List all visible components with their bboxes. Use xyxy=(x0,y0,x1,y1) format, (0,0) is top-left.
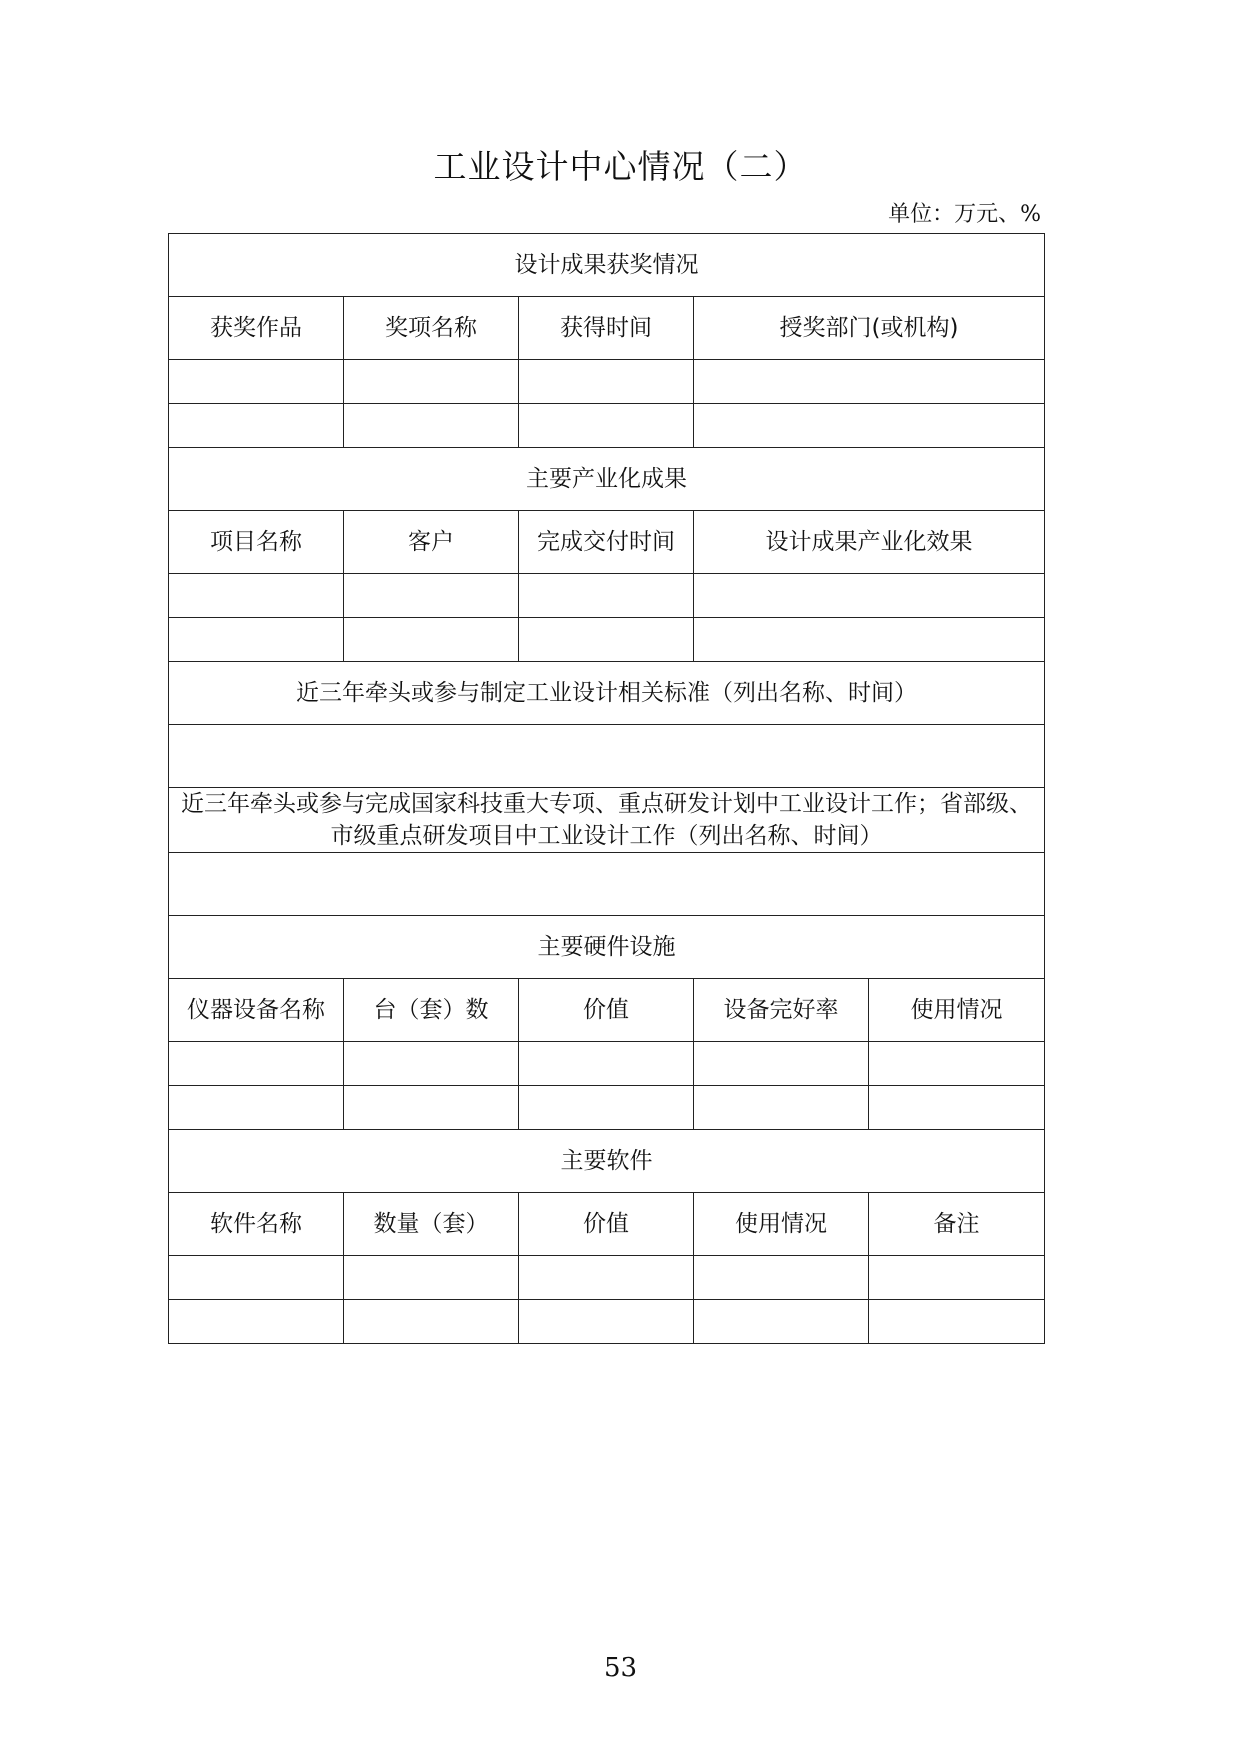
awards-cell[interactable] xyxy=(694,404,1045,448)
hardware-cell[interactable] xyxy=(694,1086,869,1130)
awards-cell[interactable] xyxy=(169,360,344,404)
software-col-remarks: 备注 xyxy=(869,1193,1045,1256)
industrialization-col-delivery-date: 完成交付时间 xyxy=(519,511,694,574)
hardware-cell[interactable] xyxy=(694,1042,869,1086)
awards-col-work: 获奖作品 xyxy=(169,297,344,360)
hardware-cell[interactable] xyxy=(344,1086,519,1130)
awards-cell[interactable] xyxy=(344,404,519,448)
software-col-quantity: 数量（套） xyxy=(344,1193,519,1256)
software-cell[interactable] xyxy=(169,1300,344,1344)
hardware-col-value: 价值 xyxy=(519,979,694,1042)
industrialization-cell[interactable] xyxy=(694,574,1045,618)
software-cell[interactable] xyxy=(344,1300,519,1344)
awards-section-heading: 设计成果获奖情况 xyxy=(169,234,1045,297)
hardware-col-quantity: 台（套）数 xyxy=(344,979,519,1042)
industrialization-col-project: 项目名称 xyxy=(169,511,344,574)
software-cell[interactable] xyxy=(869,1300,1045,1344)
industrialization-col-effect: 设计成果产业化效果 xyxy=(694,511,1045,574)
software-section-heading: 主要软件 xyxy=(169,1130,1045,1193)
software-cell[interactable] xyxy=(344,1256,519,1300)
industrialization-cell[interactable] xyxy=(169,574,344,618)
standards-section-heading: 近三年牵头或参与制定工业设计相关标准（列出名称、时间） xyxy=(169,662,1045,725)
hardware-cell[interactable] xyxy=(869,1086,1045,1130)
industrialization-cell[interactable] xyxy=(344,574,519,618)
awards-cell[interactable] xyxy=(519,360,694,404)
hardware-cell[interactable] xyxy=(344,1042,519,1086)
hardware-col-intact-rate: 设备完好率 xyxy=(694,979,869,1042)
software-col-value: 价值 xyxy=(519,1193,694,1256)
industrial-design-center-form xyxy=(168,233,1045,1344)
industrialization-section-heading: 主要产业化成果 xyxy=(169,448,1045,511)
awards-cell[interactable] xyxy=(519,404,694,448)
page-number: 53 xyxy=(603,1653,638,1683)
hardware-col-equipment-name: 仪器设备名称 xyxy=(169,979,344,1042)
standards-entry-cell[interactable] xyxy=(169,725,1045,788)
software-col-usage: 使用情况 xyxy=(694,1193,869,1256)
awards-cell[interactable] xyxy=(169,404,344,448)
awards-cell[interactable] xyxy=(694,360,1045,404)
software-cell[interactable] xyxy=(519,1300,694,1344)
software-cell[interactable] xyxy=(694,1300,869,1344)
awards-col-award-name: 奖项名称 xyxy=(344,297,519,360)
industrialization-cell[interactable] xyxy=(694,618,1045,662)
software-cell[interactable] xyxy=(869,1256,1045,1300)
national-projects-entry-cell[interactable] xyxy=(169,853,1045,916)
hardware-cell[interactable] xyxy=(169,1086,344,1130)
industrialization-cell[interactable] xyxy=(519,618,694,662)
awards-cell[interactable] xyxy=(344,360,519,404)
industrialization-cell[interactable] xyxy=(344,618,519,662)
awards-col-issuer: 授奖部门(或机构) xyxy=(694,297,1045,360)
software-cell[interactable] xyxy=(694,1256,869,1300)
hardware-cell[interactable] xyxy=(519,1042,694,1086)
software-cell[interactable] xyxy=(169,1256,344,1300)
national-projects-section-heading: 近三年牵头或参与完成国家科技重大专项、重点研发计划中工业设计工作；省部级、市级重点研发项目中工业设计工作（列出名称、时间） xyxy=(169,788,1045,853)
hardware-cell[interactable] xyxy=(169,1042,344,1086)
hardware-col-usage: 使用情况 xyxy=(869,979,1045,1042)
software-cell[interactable] xyxy=(519,1256,694,1300)
software-col-name: 软件名称 xyxy=(169,1193,344,1256)
industrialization-col-client: 客户 xyxy=(344,511,519,574)
page-title: 工业设计中心情况（二） xyxy=(433,147,808,186)
industrialization-cell[interactable] xyxy=(169,618,344,662)
hardware-section-heading: 主要硬件设施 xyxy=(169,916,1045,979)
industrialization-cell[interactable] xyxy=(519,574,694,618)
unit-note: 单位：万元、% xyxy=(888,202,1041,227)
hardware-cell[interactable] xyxy=(519,1086,694,1130)
awards-col-date: 获得时间 xyxy=(519,297,694,360)
hardware-cell[interactable] xyxy=(869,1042,1045,1086)
